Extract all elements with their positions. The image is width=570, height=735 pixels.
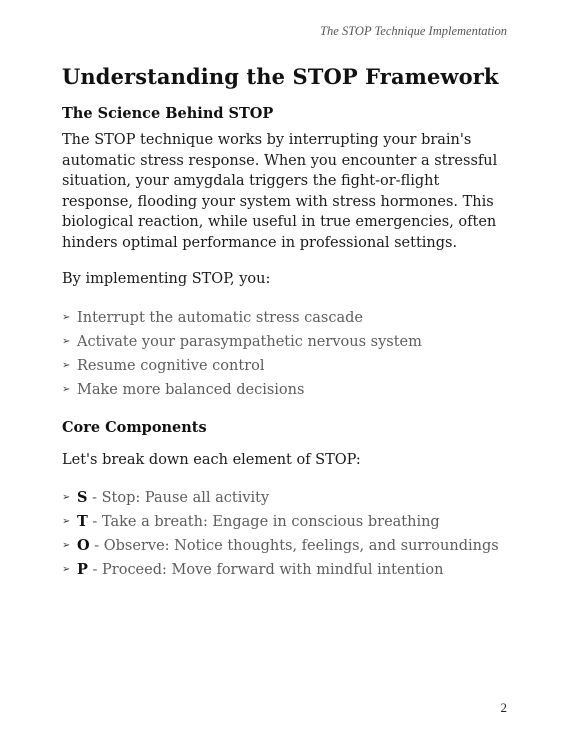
benefit-text: Resume cognitive control [77, 357, 265, 374]
component-text: - Stop: Pause all activity [87, 490, 270, 506]
component-item-o [62, 534, 510, 558]
component-letter: S [77, 489, 88, 506]
benefit-item [62, 306, 510, 330]
page-content [62, 64, 510, 582]
benefit-text: Make more balanced decisions [77, 381, 305, 398]
arrow-bullet-icon: ➢ [62, 564, 71, 575]
benefit-item [62, 378, 510, 402]
component-item-p [62, 558, 510, 582]
component-item-s [62, 486, 510, 510]
benefit-text: Interrupt the automatic stress cascade [77, 309, 363, 326]
component-letter: O [77, 537, 90, 554]
benefit-text: Activate your parasympathetic nervous system [77, 333, 422, 350]
science-paragraph: The STOP technique works by interrupting your brain's automatic stress response. When you encounter a stressful situation, your amygdala triggers the fight-or-flight response, flooding your system with stress hormones. This biological reaction, while useful in true emergencies, often hinders optimal performance in professional settings. [62, 132, 498, 251]
arrow-bullet-icon: ➢ [62, 516, 71, 527]
component-letter: T [77, 513, 88, 530]
implementing-intro: By implementing STOP, you: [62, 271, 271, 287]
component-letter: P [77, 561, 88, 578]
component-item-t [62, 510, 510, 534]
benefit-item [62, 354, 510, 378]
science-heading: The Science Behind STOP [62, 105, 274, 122]
components-list [62, 486, 510, 582]
arrow-bullet-icon: ➢ [62, 311, 71, 323]
arrow-bullet-icon: ➢ [62, 335, 71, 347]
page-title: Understanding the STOP Framework [62, 64, 499, 89]
component-text: - Take a breath: Engage in conscious breathing [87, 514, 440, 530]
arrow-bullet-icon: ➢ [62, 383, 71, 395]
core-components-heading: Core Components [62, 418, 207, 436]
arrow-bullet-icon: ➢ [62, 359, 71, 371]
benefit-item [62, 330, 510, 354]
running-header: The STOP Technique Implementation [320, 24, 507, 38]
arrow-bullet-icon: ➢ [62, 492, 71, 503]
arrow-bullet-icon: ➢ [62, 540, 71, 551]
page-number: 2 [500, 700, 507, 715]
component-text: - Observe: Notice thoughts, feelings, and surroundings [89, 538, 499, 554]
benefits-list [62, 306, 510, 402]
core-components-intro: Let's break down each element of STOP: [62, 451, 361, 468]
component-text: - Proceed: Move forward with mindful intention [87, 562, 444, 578]
